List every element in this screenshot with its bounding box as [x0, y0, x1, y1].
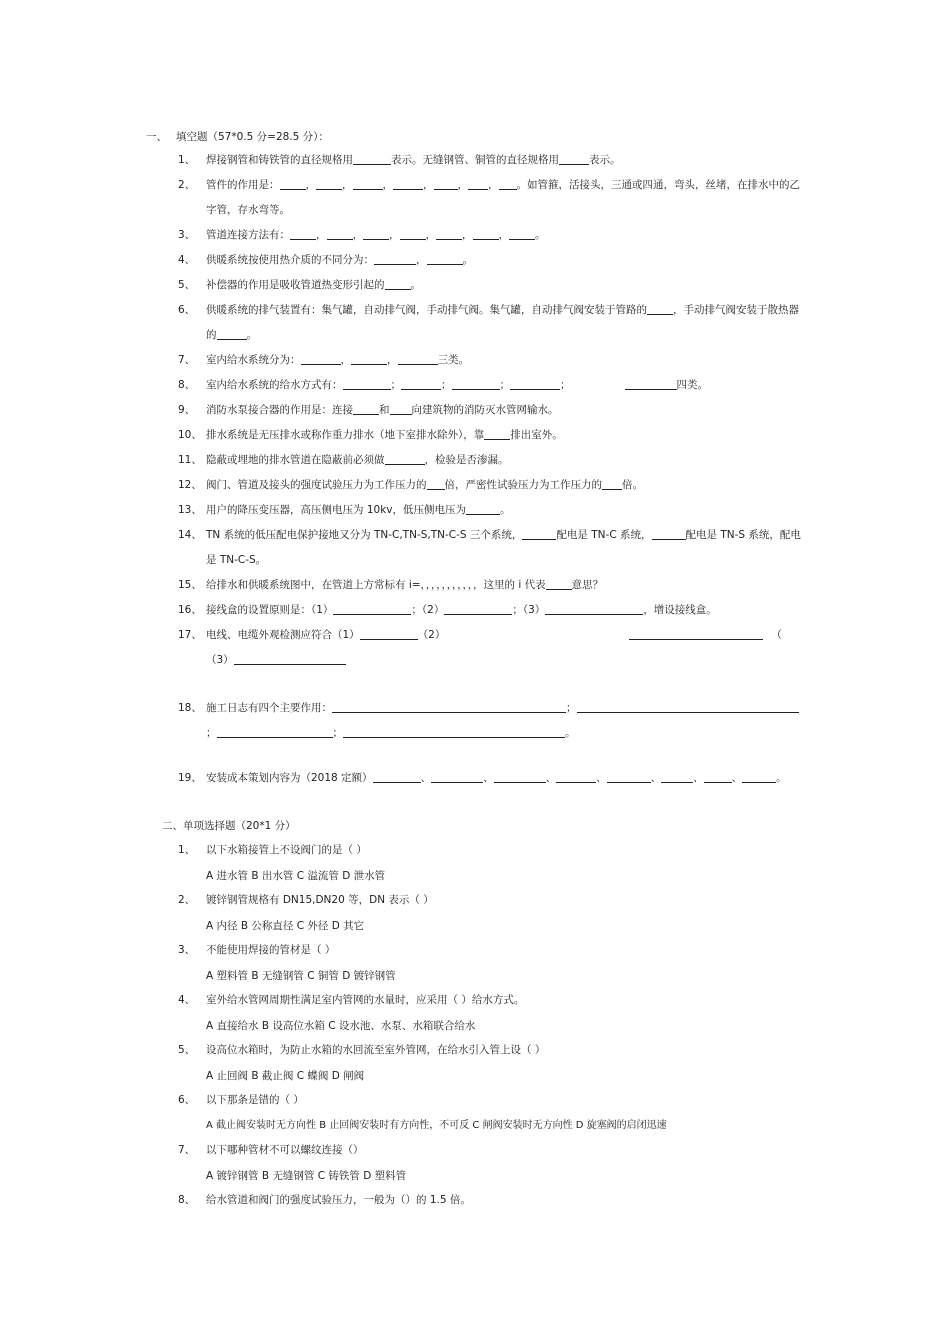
choice-options-3[interactable]: A 塑料管 B 无缝钢管 C 铜管 D 镀锌钢管 [206, 970, 396, 982]
question-number: 2、 [178, 179, 196, 191]
question-text: 补偿器的作用是吸收管道热变形引起的 。 [206, 273, 808, 298]
answer-blank[interactable] [327, 226, 353, 240]
answer-blank[interactable] [652, 526, 686, 540]
question-text: 供暖系统按使用热介质的不同分为： ， 。 [206, 248, 808, 273]
answer-blank[interactable] [625, 376, 677, 390]
choice-question-7 [178, 1138, 808, 1163]
answer-blank[interactable] [353, 176, 383, 190]
fill-question-9 [178, 398, 808, 423]
answer-blank[interactable] [602, 476, 622, 490]
answer-blank[interactable] [509, 226, 535, 240]
answer-blank[interactable] [704, 769, 732, 783]
question-text: 镀锌钢管规格有 DN15,DN20 等，DN 表示（ ） [206, 894, 434, 906]
question-number: 4、 [178, 254, 196, 266]
answer-blank[interactable] [301, 351, 341, 365]
fill-question-2 [178, 173, 808, 223]
fill-question-8 [178, 373, 808, 398]
answer-blank[interactable] [559, 151, 589, 165]
question-number: 7、 [178, 354, 196, 366]
answer-blank[interactable] [363, 226, 389, 240]
answer-blank[interactable] [431, 769, 483, 783]
answer-blank[interactable] [647, 301, 673, 315]
section-2-title: 单项选择题（20*1 分） [183, 820, 296, 832]
question-number: 13、 [178, 504, 202, 516]
answer-blank[interactable] [452, 376, 500, 390]
question-number: 5、 [178, 279, 196, 291]
fill-question-1 [178, 148, 808, 173]
answer-blank[interactable] [522, 526, 556, 540]
fill-question-16 [178, 598, 808, 623]
question-text: 室内给水系统的给水方式有： ； ； ； ； 四类。 [206, 373, 808, 398]
answer-blank[interactable] [290, 226, 316, 240]
choice-question-3 [178, 938, 808, 963]
question-text: 以下哪种管材不可以螺纹连接（） [206, 1144, 364, 1156]
question-text: 设高位水箱时，为防止水箱的水回流至室外管网，在给水引入管上设（ ） [206, 1044, 546, 1056]
answer-blank[interactable] [351, 351, 387, 365]
answer-blank[interactable] [234, 651, 346, 665]
question-text: 消防水泵接合器的作用是：连接 和 向建筑物的消防灭水管网输水。 [206, 398, 808, 423]
fill-question-17 [178, 623, 808, 673]
choice-question-6 [178, 1088, 808, 1113]
answer-blank[interactable] [280, 176, 306, 190]
question-number: 1、 [178, 844, 196, 856]
answer-blank[interactable] [217, 724, 333, 738]
choice-options-6[interactable]: A 截止阀安装时无方向性 B 止回阀安装时有方向性，不可反 C 闸阀安装时无方向性 D 旋塞阀的启闭迅速 [206, 1120, 667, 1131]
question-text: 管道连接方法有： ， ， ， ， ， ， 。 [206, 223, 808, 248]
fill-question-13 [178, 498, 808, 523]
answer-blank[interactable] [434, 176, 458, 190]
fill-question-3 [178, 223, 808, 248]
question-number: 5、 [178, 1044, 196, 1056]
question-text: 以下那条是错的（ ） [206, 1094, 304, 1106]
question-number: 7、 [178, 1144, 196, 1156]
fill-question-15 [178, 573, 808, 598]
answer-blank[interactable] [385, 451, 425, 465]
fill-question-18 [178, 696, 808, 746]
answer-blank[interactable] [444, 601, 512, 615]
answer-blank[interactable] [577, 699, 799, 713]
section-1-heading [146, 129, 329, 145]
answer-blank[interactable] [742, 769, 776, 783]
answer-blank[interactable] [484, 426, 510, 440]
answer-blank[interactable] [353, 401, 379, 415]
question-number: 14、 [178, 529, 202, 541]
question-text: 以下水箱接管上不设阀门的是（ ） [206, 844, 367, 856]
question-text: TN 系统的低压配电保护接地又分为 TN-C,TN-S,TN-C-S 三个系统， 配电是 TN-C 系统， 配电是 TN-S 系统，配电是 TN-C-S。 [206, 523, 808, 573]
answer-blank[interactable] [546, 576, 572, 590]
choice-question-2 [178, 888, 808, 913]
answer-blank[interactable] [494, 769, 546, 783]
section-2-marker: 二、 [162, 820, 183, 832]
question-number: 10、 [178, 429, 202, 441]
choice-question-4 [178, 988, 808, 1013]
question-number: 2、 [178, 894, 196, 906]
question-text: 电线、电缆外观检测应符合（1） （2） （ （3） [206, 623, 808, 673]
answer-blank[interactable] [545, 601, 643, 615]
question-text: 阀门、管道及接头的强度试验压力为工作压力的 倍，严密性试验压力为工作压力的 倍。 [206, 473, 808, 498]
fill-question-10 [178, 423, 808, 448]
answer-blank[interactable] [374, 251, 416, 265]
fill-question-6 [178, 298, 808, 348]
question-number: 9、 [178, 404, 196, 416]
choice-options-5[interactable]: A 止回阀 B 截止阀 C 蝶阀 D 闸阀 [206, 1070, 365, 1082]
answer-blank[interactable] [468, 176, 488, 190]
answer-blank[interactable] [400, 226, 426, 240]
answer-blank[interactable] [373, 769, 421, 783]
answer-blank[interactable] [466, 501, 500, 515]
question-number: 4、 [178, 994, 196, 1006]
question-number: 17、 [178, 629, 202, 641]
answer-blank[interactable] [401, 376, 441, 390]
choice-options-4[interactable]: A 直接给水 B 设高位水箱 C 设水池、水泵、水箱联合给水 [206, 1020, 476, 1032]
choice-options-2[interactable]: A 内径 B 公称直径 C 外径 D 其它 [206, 920, 365, 932]
question-number: 6、 [178, 304, 196, 316]
answer-blank[interactable] [427, 476, 445, 490]
answer-blank[interactable] [499, 176, 517, 190]
choice-options-7[interactable]: A 镀锌钢管 B 无缝钢管 C 铸铁管 D 塑料管 [206, 1170, 407, 1182]
question-number: 6、 [178, 1094, 196, 1106]
question-text: 安装成本策划内容为（2018 定额） 、 、 、 、 、 、 、 。 [206, 766, 808, 791]
answer-blank[interactable] [473, 226, 499, 240]
question-text: 隐蔽或埋地的排水管道在隐蔽前必须做 ，检验是否渗漏。 [206, 448, 808, 473]
answer-blank[interactable] [217, 326, 247, 340]
choice-question-1 [178, 838, 808, 863]
answer-blank[interactable] [398, 351, 438, 365]
choice-options-1[interactable]: A 进水管 B 出水管 C 溢流管 D 泄水管 [206, 870, 386, 882]
answer-blank[interactable] [343, 376, 391, 390]
question-number: 12、 [178, 479, 202, 491]
fill-question-11 [178, 448, 808, 473]
question-text: 用户的降压变压器，高压侧电压为 10kv，低压侧电压为 。 [206, 498, 808, 523]
fill-question-19 [178, 766, 808, 791]
fill-question-5 [178, 273, 808, 298]
answer-blank[interactable] [629, 626, 763, 640]
answer-blank[interactable] [510, 376, 560, 390]
question-number: 8、 [178, 379, 196, 391]
answer-blank[interactable] [393, 176, 423, 190]
question-text: 接线盒的设置原则是：（1） ；（2） ；（3） ，增设接线盒。 [206, 598, 808, 623]
fill-question-12 [178, 473, 808, 498]
choice-question-5 [178, 1038, 808, 1063]
answer-blank[interactable] [661, 769, 693, 783]
question-number: 16、 [178, 604, 202, 616]
answer-blank[interactable] [607, 769, 651, 783]
answer-blank[interactable] [333, 601, 411, 615]
question-text: 室内给水系统分为： ， ， 三类。 [206, 348, 808, 373]
question-text: 不能使用焊接的管材是（ ） [206, 944, 336, 956]
choice-question-8 [178, 1188, 808, 1213]
question-number: 8、 [178, 1194, 196, 1206]
answer-blank[interactable] [360, 626, 418, 640]
question-number: 15、 [178, 579, 202, 591]
question-text: 管件的作用是： ， ， ， ， ， ， 。如管箍，活接头，三通或四通，弯头，丝堵，在排水中的乙字管，存水弯等。 [206, 173, 808, 223]
question-text: 室外给水管网周期性满足室内管网的水量时，应采用（ ）给水方式。 [206, 994, 525, 1006]
answer-blank[interactable] [343, 724, 565, 738]
answer-blank[interactable] [427, 251, 463, 265]
answer-blank[interactable] [556, 769, 596, 783]
fill-question-4 [178, 248, 808, 273]
question-number: 1、 [178, 154, 196, 166]
section-1-title: 填空题（57*0.5 分=28.5 分）： [176, 131, 329, 143]
answer-blank[interactable] [390, 401, 412, 415]
section-1-marker: 一、 [146, 131, 167, 143]
question-text: 给水管道和阀门的强度试验压力，一般为（）的 1.5 倍。 [206, 1194, 471, 1206]
question-text: 给排水和供暖系统图中，在管道上方常标有 i=，，，，，，，，，，，这里的 i 代表 意思？ [206, 573, 808, 598]
question-number: 19、 [178, 772, 202, 784]
question-text: 焊接钢管和铸铁管的直径规格用 表示。无缝钢管、铜管的直径规格用 表示。 [206, 148, 808, 173]
answer-blank[interactable] [353, 151, 391, 165]
answer-blank[interactable] [316, 176, 342, 190]
answer-blank[interactable] [385, 276, 411, 290]
question-text: 排水系统是无压排水或称作重力排水（地下室排水除外），靠 排出室外。 [206, 423, 808, 448]
answer-blank[interactable] [436, 226, 462, 240]
fill-question-7 [178, 348, 808, 373]
answer-blank[interactable] [332, 699, 566, 713]
fill-question-14 [178, 523, 808, 573]
section-2-heading [162, 818, 296, 834]
question-number: 11、 [178, 454, 202, 466]
question-number: 3、 [178, 944, 196, 956]
question-text: 供暖系统的排气装置有：集气罐，自动排气阀，手动排气阀。集气罐，自动排气阀安装于管路的 ，手动排气阀安装于散热器的 。 [206, 298, 808, 348]
question-text: 施工日志有四个主要作用： ； ； ； 。 [206, 696, 808, 746]
question-number: 3、 [178, 229, 196, 241]
question-number: 18、 [178, 702, 202, 714]
